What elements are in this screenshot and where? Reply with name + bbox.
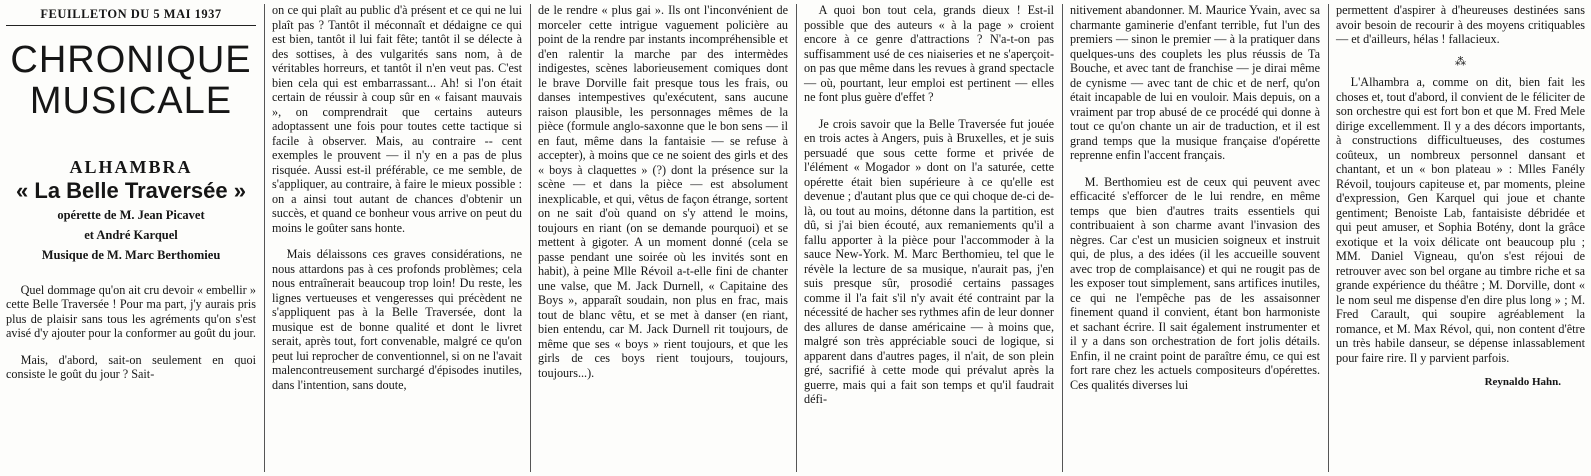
section-stars: ⁂ — [1455, 55, 1466, 68]
column-rule — [1328, 4, 1329, 472]
column-6 — [1330, 0, 1591, 476]
paragraph: Mais délaissons ces graves considérations, ne nous attardons pas à ces profonds problèmes; cela nous entraînerait beaucoup trop loin! Du reste, les lignes vertueuses et vengeresses qui précèdent ne s'appliquent pas à la Belle Traversée, dont la musique est de bonne qualité et dont le livret serait, après tout, fort convenable, malgré ce qu'on peut lui reprocher de conventionnel, si on ne l'avait malencontreusement surchargé d'épisodes inutiles, dans l'intention, sans doute, — [272, 247, 522, 392]
credit-line-2: et André Karquel — [84, 227, 178, 242]
column-3 — [532, 0, 794, 476]
article-title: « La Belle Traversée » — [16, 178, 246, 203]
paragraph: M. Berthomieu est de ceux qui peuvent avec efficacité s'efforcer de le lui rendre, en même temps que bien d'autres traits essentiels qui contribuaient à son charme avant l'invasion des nègres. Car c'est un musicien soigneux et instruit qui, de plus, a des idées (il les accueille souvent avec trop de complaisance) et qui ne rougit pas de les exposer tout simplement, sans artifices inutiles, ce qui ne l'empêche pas de les assaisonner finement quand il convient, étant bon harmoniste et sachant écrire. Il sait également instrumenter et il y a dans son orchestration de fort jolis détails. Enfin, il ne craint point de paraître ému, ce qui est fort rare chez les actuels compositeurs d'opérettes. Ces qualités diverses lui — [1070, 174, 1320, 392]
credit-line-1: opérette de M. Jean Picavet — [57, 207, 205, 222]
column-2 — [266, 0, 528, 476]
feuilleton-dateline: FEUILLETON DU 5 MAI 1937 — [6, 3, 256, 26]
paragraph: Quel dommage qu'on ait cru devoir « embellir » cette Belle Traversée ! Pour ma part, j'y aurais pris plus de plaisir sans tous les agréments qu'on s'est avisé d'y ajouter pour la conformer au goût du jour. — [6, 282, 256, 340]
column-rule — [1062, 4, 1063, 472]
paragraph: L'Alhambra a, comme on dit, bien fait les choses et, tout d'abord, il convient de le féliciter de son orchestre qui est fort bon et que M. Fred Mele dirige excellemment. Il y a des décors importants, à constructions difficultueuses, des costumes coûteux, un nombreux personnel dansant et chantant, et un « bon plateau » : Mlles Fanély Révoil, toujours capiteuse et, par moments, pleine d'expression, Gen Karquel qui joue et chante gentiment; Benoiste Lab, fantaisiste débridée et qui peut amuser, et Sophia Botény, dont la grâce exotique et la voix délicate ont beaucoup plu ; MM. Daniel Vigneau, qu'on s'est réjoui de retrouver avec son bel organe au timbre riche et sa grande expérience du théâtre ; M. Dorville, dont « le nom seul me dispense d'en dire plus long » ; M. Fred Carault, qui soupire agréablement la romance, et M. Max Révol, qui, non content d'être un très habile danseur, se dépense inlassablement pour faire rire. Il y parvient parfois. — [1336, 75, 1585, 365]
paragraph: on ce qui plaît au public d'à présent et ce qui ne lui plaît pas ? Tantôt il méconnaît et dédaigne ce qui est bien, tantôt il lui fait fête; tantôt il se délecte à des sottises, à des vulgarités sans nom, à de véritables horreurs, et tantôt il n'en veut pas. C'est bien cela qui est embarrassant... Ah! si l'on était certain de réussir à coup sûr en « faisant mauvais », on comprendrait que certains auteurs adoptassent une fois pour toutes cette tactique si facile à observer. Mais, au contraire -- cent exemples le prouvent — il n'y en a pas de plus risquée. Aussi est-il préférable, ce me semble, de s'appliquer, au contraire, à faire le mieux possible : on a ainsi tout autant de chances d'obtenir un succès, et quand ce bonheur vous arrive on peut du moins le goûter sans honte. — [272, 3, 522, 235]
paragraph: Je crois savoir que la Belle Traversée fut jouée en trois actes à Angers, puis à Bruxelles, et je suis persuadé que sous cette forme et privée de l'élément « Mogador » dont on l'a saturée, cette opérette était bien supérieure à ce qu'elle est devenue ; d'autant plus que ce qui choque de-ci de-là, ou tout au moins, détonne dans la partition, est dû, si j'ai bien écouté, aux remaniements qu'il a fallu apporter à la pièce pour l'accommoder à la sauce New-York. M. Marc Berthomieu, tel que le révèle la lecture de sa musique, n'aurait pas, j'en suis presque sûr, prosodié certains passages comme il l'a fait s'il n'y avait été contraint par la nécessité de hacher ses rythmes afin de leur donner des allures de danse américaine — à moins que, malgré son très appréciable souci de logique, si apparent dans d'autres pages, il n'ait, de son plein gré, sacrifié à cette mode qui prévalut après la guerre, mais qui a fait son temps et qu'il faudrait défi- — [804, 116, 1054, 406]
rubric-title — [6, 40, 256, 122]
paragraph: de le rendre « plus gai ». Ils ont l'inconvénient de morceler cette intrigue vaguement policière au point de la rendre par instants incompréhensible et d'en ralentir la marche par des intermèdes indigestes, scènes laborieusement comiques dont le brave Dorville fait presque tous les frais, ou danses intempestives qu'exécutent, sans aucune raison plausible, les personnages mêmes de la pièce (formule anglo-saxonne que le bon sens — il en faut, même dans la fantaisie — se refuse à accepter), à moins que ce ne soient des girls et des « boys à claquettes » (?) dont la présence sur la scène — et dans la pièce — est absolument inexplicable, et qui, vêtus de façon étrange, sortent on ne sait d'où quand on s'y attend le moins, toujours en riant (on se demande pourquoi) et se mettent à gigoter. A un moment donné (cela se passe pendant une soirée où les invités sont en habit), à peine Mlle Révoil a-t-elle fini de chanter une valse, que M. Jack Durnell, « Capitaine des Boys », apparaît soudain, non plus en frac, mais tout de blanc vêtu, et se met à danser (en riant, bien entendu, car M. Jack Durnell rit toujours, de même que ses « boys » rient toujours, et que les girls de ces boys rient toujours, toujours, toujours...). — [538, 3, 788, 380]
author-signature: Reynaldo Hahn. — [1484, 376, 1561, 388]
column-rule — [264, 4, 265, 472]
column-1 — [0, 0, 262, 476]
column-4 — [798, 0, 1060, 476]
column-1-body — [6, 283, 256, 382]
column-rule — [530, 4, 531, 472]
paragraph: A quoi bon tout cela, grands dieux ! Est-il possible que des auteurs « à la page » croient encore à ce genre d'attractions ? N'a-t-on pas suffisamment usé de ces niaiseries et ne s'aperçoit-on pas que même dans les revues à grand spectacle — où, pourtant, leur emploi est pertinent — elles ne font plus guère d'effet ? — [804, 3, 1054, 104]
theatre-name: ALHAMBRA — [69, 156, 193, 177]
rubric-title-line1: CHRONIQUE — [10, 38, 252, 81]
paragraph: Mais, d'abord, sait-on seulement en quoi consiste le goût du jour ? Sait- — [6, 352, 256, 381]
credit-line-3: Musique de M. Marc Berthomieu — [41, 247, 221, 262]
paragraph: nitivement abandonner. M. Maurice Yvain, avec sa charmante gaminerie d'enfant terrible, fut l'un des premiers — sinon le premier — à la pratiquer dans quelques-uns des couplets les plus réussis de Ta Bouche, et avec tant de franchise — je dirai même de cynisme — avec tant de chic et de nerf, qu'on était incapable de lui en vouloir. Mais depuis, on a vraiment par trop abusé de ce procédé qui donne à tout ce qu'on chante un air de traduction, et il est grand temps que la musique française d'opérette reprenne enfin l'accent français. — [1070, 3, 1320, 162]
paragraph: permettent d'aspirer à d'heureuses destinées sans avoir besoin de recourir à des moyens critiquables — et d'ailleurs, hélas ! fallacieux. — [1336, 3, 1585, 46]
rubric-title-line2: MUSICALE — [29, 79, 233, 122]
column-rule — [796, 4, 797, 472]
column-5 — [1064, 0, 1326, 476]
